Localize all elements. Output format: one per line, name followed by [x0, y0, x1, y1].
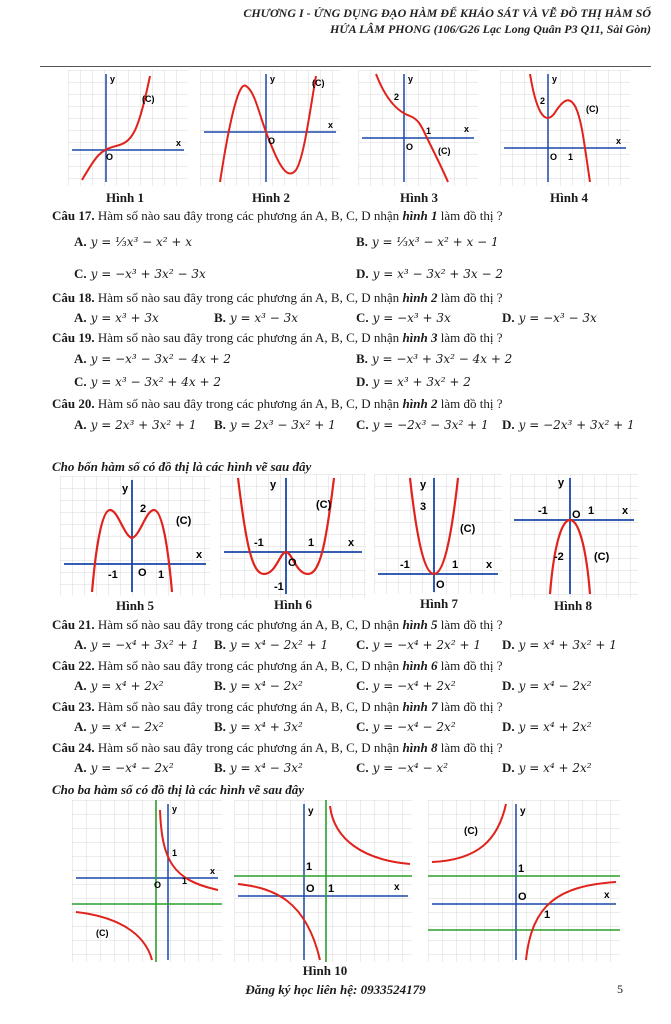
question-18: [52, 290, 503, 306]
y-label: y: [110, 74, 116, 84]
x-label: x: [616, 136, 622, 146]
option-formula: y = −2x³ − 3x² + 1: [372, 418, 489, 432]
q18-option-c[interactable]: C. y = −x³ + 3x: [356, 310, 451, 325]
q24-option-a[interactable]: A. y = −x⁴ − 2x²: [74, 760, 174, 775]
q18-option-d[interactable]: D. y = −x³ − 3x: [502, 310, 597, 325]
x-tick-1: 1: [308, 537, 315, 549]
q18-option-a[interactable]: A. y = x³ + 3x: [74, 310, 159, 325]
q23-option-b[interactable]: B. y = x⁴ + 3x²: [214, 719, 303, 734]
y-tick-neg2: -2: [554, 551, 564, 563]
graph-hinh-10: [234, 800, 412, 962]
question-text: Hàm số nào sau đây trong các phương án A, B, C, D nhận: [97, 699, 400, 714]
q19-option-c[interactable]: C. y = x³ − 3x² + 4x + 2: [74, 374, 221, 389]
q20-option-c[interactable]: C. y = −2x³ − 3x² + 1: [356, 417, 489, 432]
origin-label: O: [106, 152, 114, 162]
option-formula: y = x³ + 3x² + 2: [372, 375, 471, 389]
question-suffix: làm đồ thị ?: [440, 330, 503, 345]
question-suffix: làm đồ thị ?: [440, 658, 503, 673]
question-text: Hàm số nào sau đây trong các phương án A, B, C, D nhận: [97, 740, 400, 755]
option-formula: y = −x⁴ − x²: [372, 761, 448, 775]
caption-hinh-1: Hình 1: [106, 190, 144, 205]
y-tick-3: 3: [420, 501, 427, 513]
option-formula: y = x³ + 3x: [90, 311, 159, 325]
question-20: [52, 396, 503, 412]
x-tick-neg1: -1: [400, 559, 410, 571]
question-17: [52, 208, 503, 224]
q21-option-a[interactable]: A. y = −x⁴ + 3x² + 1: [74, 637, 199, 652]
origin-label: O: [550, 152, 558, 162]
caption-hinh-5: Hình 5: [116, 598, 154, 613]
option-formula: y = −x³ + 3x: [372, 311, 451, 325]
x-tick-1: 1: [328, 883, 335, 895]
option-formula: y = −x³ + 3x² − 3x: [90, 267, 206, 281]
y-tick-1: 1: [172, 848, 178, 858]
q24-option-c[interactable]: C. y = −x⁴ − x²: [356, 760, 448, 775]
header-author: HỨA LÂM PHONG (106/G26 Lạc Long Quân P3 Q11, Sài Gòn): [330, 22, 651, 36]
question-22: [52, 658, 503, 674]
q19-option-b[interactable]: B. y = −x³ + 3x² − 4x + 2: [356, 351, 513, 366]
option-formula: y = ⅓x³ − x² + x: [90, 235, 193, 249]
x-label: x: [464, 124, 470, 134]
question-text: Hàm số nào sau đây trong các phương án A, B, C, D nhận: [97, 290, 400, 305]
option-formula: y = −2x³ + 3x² + 1: [518, 418, 635, 432]
graph-hinh-11: [428, 800, 620, 962]
y-label: y: [270, 74, 276, 84]
q23-option-d[interactable]: D. y = x⁴ + 2x²: [502, 719, 592, 734]
q20-option-a[interactable]: A. y = 2x³ + 3x² + 1: [74, 417, 197, 432]
y-tick-2: 2: [140, 503, 147, 515]
question-number: Câu 17.: [52, 208, 95, 223]
question-figure-ref: hình 6: [402, 658, 438, 673]
caption-hinh-4: Hình 4: [550, 190, 588, 205]
x-tick-1: 1: [568, 152, 574, 162]
x-tick-1: 1: [588, 505, 595, 517]
question-number: Câu 18.: [52, 290, 95, 305]
curve-label: (C): [142, 94, 155, 104]
curve-label: (C): [464, 826, 478, 837]
x-label: x: [622, 505, 629, 517]
caption-hinh-2: Hình 2: [252, 190, 290, 205]
caption-hinh-7: Hình 7: [420, 596, 458, 611]
question-figure-ref: hình 1: [402, 208, 438, 223]
y-label: y: [520, 806, 526, 817]
option-formula: y = −x³ + 3x² − 4x + 2: [371, 352, 513, 366]
question-text: Hàm số nào sau đây trong các phương án A, B, C, D nhận: [97, 658, 400, 673]
q17-option-d[interactable]: D. y = x³ − 3x² + 3x − 2: [356, 266, 503, 281]
origin-label: O: [288, 557, 297, 569]
q22-option-a[interactable]: A. y = x⁴ + 2x²: [74, 678, 164, 693]
option-formula: y = x⁴ + 2x²: [90, 679, 164, 693]
question-suffix: làm đồ thị ?: [440, 396, 503, 411]
curve-label: (C): [438, 146, 451, 156]
q18-option-b[interactable]: B. y = x³ − 3x: [214, 310, 299, 325]
question-text: Hàm số nào sau đây trong các phương án A, B, C, D nhận: [97, 617, 400, 632]
option-formula: y = −x⁴ + 3x² + 1: [90, 638, 199, 652]
y-label: y: [308, 806, 314, 817]
caption-hinh-10: Hình 10: [302, 963, 348, 978]
q21-option-d[interactable]: D. y = x⁴ + 3x² + 1: [502, 637, 617, 652]
question-19: [52, 330, 503, 346]
q19-option-a[interactable]: A. y = −x³ − 3x² − 4x + 2: [74, 351, 232, 366]
question-number: Câu 22.: [52, 658, 95, 673]
origin-label: O: [436, 579, 445, 591]
origin-label: O: [518, 891, 527, 903]
q22-option-d[interactable]: D. y = x⁴ − 2x²: [502, 678, 592, 693]
origin-label: O: [406, 142, 414, 152]
question-number: Câu 19.: [52, 330, 95, 345]
option-formula: y = x⁴ − 2x² + 1: [229, 638, 329, 652]
x-tick-1: 1: [158, 569, 165, 581]
graph-hinh-1: [68, 70, 188, 186]
x-label: x: [176, 138, 182, 148]
q21-option-c[interactable]: C. y = −x⁴ + 2x² + 1: [356, 637, 481, 652]
option-formula: y = 2x³ − 3x² + 1: [229, 418, 336, 432]
q23-option-a[interactable]: A. y = x⁴ − 2x²: [74, 719, 164, 734]
origin-label: O: [268, 136, 276, 146]
question-text: Hàm số nào sau đây trong các phương án A, B, C, D nhận: [97, 330, 400, 345]
q22-option-c[interactable]: C. y = −x⁴ + 2x²: [356, 678, 456, 693]
question-figure-ref: hình 5: [402, 617, 438, 632]
question-figure-ref: hình 3: [402, 330, 438, 345]
q21-option-b[interactable]: B. y = x⁴ − 2x² + 1: [214, 637, 329, 652]
option-formula: y = x⁴ − 3x²: [229, 761, 303, 775]
curve-label: (C): [176, 515, 192, 527]
y-label: y: [552, 74, 558, 84]
y-label: y: [122, 483, 129, 495]
question-number: Câu 20.: [52, 396, 95, 411]
q22-option-b[interactable]: B. y = x⁴ − 2x²: [214, 678, 303, 693]
origin-label: O: [306, 883, 315, 895]
question-suffix: làm đồ thị ?: [440, 617, 503, 632]
option-formula: y = −x⁴ + 2x²: [372, 679, 456, 693]
graph-hinh-7: [374, 474, 502, 594]
section-intro-four-functions: Cho bốn hàm số có đồ thị là các hình vẽ sau đây: [52, 459, 312, 474]
option-formula: y = x⁴ + 2x²: [518, 761, 592, 775]
x-tick-neg1: -1: [108, 569, 118, 581]
question-23: [52, 699, 503, 715]
option-formula: y = x⁴ + 2x²: [518, 720, 592, 734]
origin-label: O: [572, 509, 581, 521]
y-label: y: [420, 479, 427, 491]
question-number: Câu 23.: [52, 699, 95, 714]
question-suffix: làm đồ thị ?: [440, 208, 503, 223]
x-label: x: [348, 537, 355, 549]
question-figure-ref: hình 2: [402, 396, 438, 411]
question-suffix: làm đồ thị ?: [440, 699, 503, 714]
option-formula: y = 2x³ + 3x² + 1: [90, 418, 197, 432]
origin-label: O: [138, 567, 147, 579]
option-formula: y = −x⁴ − 2x²: [90, 761, 174, 775]
x-label: x: [210, 866, 216, 876]
x-label: x: [328, 120, 334, 130]
question-suffix: làm đồ thị ?: [440, 740, 503, 755]
x-label: x: [394, 882, 400, 893]
y-tick-1: 1: [306, 861, 313, 873]
q24-option-d[interactable]: D. y = x⁴ + 2x²: [502, 760, 592, 775]
question-figure-ref: hình 7: [402, 699, 438, 714]
origin-label: O: [154, 880, 162, 890]
question-suffix: làm đồ thị ?: [440, 290, 503, 305]
q17-option-b[interactable]: B. y = ⅓x³ − x² + x − 1: [356, 234, 499, 249]
curve-label: (C): [594, 551, 610, 563]
graph-hinh-5: [60, 476, 210, 596]
option-formula: y = x⁴ − 2x²: [90, 720, 164, 734]
option-formula: y = ⅓x³ − x² + x − 1: [371, 235, 499, 249]
option-formula: y = x⁴ − 2x²: [229, 679, 303, 693]
option-formula: y = x⁴ + 3x²: [229, 720, 303, 734]
caption-hinh-3: Hình 3: [400, 190, 438, 205]
x-tick-1: 1: [544, 909, 551, 921]
curve-label: (C): [586, 104, 599, 114]
graph-hinh-3: [358, 70, 478, 186]
caption-hinh-6: Hình 6: [274, 597, 312, 612]
y-label: y: [270, 479, 277, 491]
q20-option-d[interactable]: D. y = −2x³ + 3x² + 1: [502, 417, 635, 432]
option-formula: y = −x⁴ − 2x²: [372, 720, 456, 734]
question-figure-ref: hình 8: [402, 740, 438, 755]
option-formula: y = −x⁴ + 2x² + 1: [372, 638, 481, 652]
x-tick-1: 1: [452, 559, 459, 571]
curve-label: (C): [312, 78, 325, 88]
graph-hinh-9: [72, 800, 222, 962]
curve-label: (C): [460, 523, 476, 535]
option-formula: y = x⁴ − 2x²: [518, 679, 592, 693]
q17-option-a[interactable]: A. y = ⅓x³ − x² + x: [74, 234, 193, 249]
graph-hinh-4: [500, 70, 630, 186]
header-chapter: CHƯƠNG I - ỨNG DỤNG ĐẠO HÀM ĐỂ KHẢO SÁT VÀ VẼ ĐỒ THỊ HÀM SỐ: [243, 6, 651, 20]
graph-hinh-2: [200, 70, 340, 186]
q17-option-c[interactable]: C. y = −x³ + 3x² − 3x: [74, 266, 206, 281]
x-tick-neg1: -1: [538, 505, 548, 517]
x-tick-neg1: -1: [254, 537, 264, 549]
curve-label: (C): [316, 499, 332, 511]
graph-hinh-8: [510, 474, 638, 598]
question-text: Hàm số nào sau đây trong các phương án A, B, C, D nhận: [97, 396, 400, 411]
option-formula: y = x³ − 3x² + 4x + 2: [90, 375, 221, 389]
page-number: 5: [617, 982, 623, 996]
question-21: [52, 617, 503, 633]
x-tick-1: 1: [182, 876, 188, 886]
y-tick-1: 1: [518, 863, 525, 875]
y-label: y: [408, 74, 414, 84]
header-divider: [40, 66, 651, 67]
x-label: x: [604, 890, 610, 901]
x-label: x: [486, 559, 493, 571]
y-tick-2: 2: [540, 96, 546, 106]
caption-hinh-8: Hình 8: [554, 598, 592, 613]
y-tick-neg1: -1: [274, 581, 284, 593]
option-formula: y = x³ − 3x² + 3x − 2: [372, 267, 503, 281]
q20-option-b[interactable]: B. y = 2x³ − 3x² + 1: [214, 417, 336, 432]
section-intro-three-functions: Cho ba hàm số có đồ thị là các hình vẽ sau đây: [52, 782, 305, 797]
q24-option-b[interactable]: B. y = x⁴ − 3x²: [214, 760, 303, 775]
x-tick-1: 1: [426, 126, 432, 136]
question-figure-ref: hình 2: [402, 290, 438, 305]
x-label: x: [196, 549, 203, 561]
question-number: Câu 24.: [52, 740, 95, 755]
question-text: Hàm số nào sau đây trong các phương án A, B, C, D nhận: [97, 208, 400, 223]
option-formula: y = −x³ − 3x: [518, 311, 597, 325]
question-number: Câu 21.: [52, 617, 95, 632]
graph-hinh-6: [220, 474, 366, 598]
q23-option-c[interactable]: C. y = −x⁴ − 2x²: [356, 719, 456, 734]
q19-option-d[interactable]: D. y = x³ + 3x² + 2: [356, 374, 471, 389]
option-formula: y = x³ − 3x: [229, 311, 299, 325]
option-formula: y = x⁴ + 3x² + 1: [518, 638, 617, 652]
curve-label: (C): [96, 928, 109, 938]
y-tick-2: 2: [394, 92, 400, 102]
footer-contact: Đăng ký học liên hệ: 0933524179: [245, 982, 426, 997]
option-formula: y = −x³ − 3x² − 4x + 2: [90, 352, 232, 366]
question-24: [52, 740, 503, 756]
y-label: y: [172, 804, 178, 814]
y-label: y: [558, 477, 565, 489]
